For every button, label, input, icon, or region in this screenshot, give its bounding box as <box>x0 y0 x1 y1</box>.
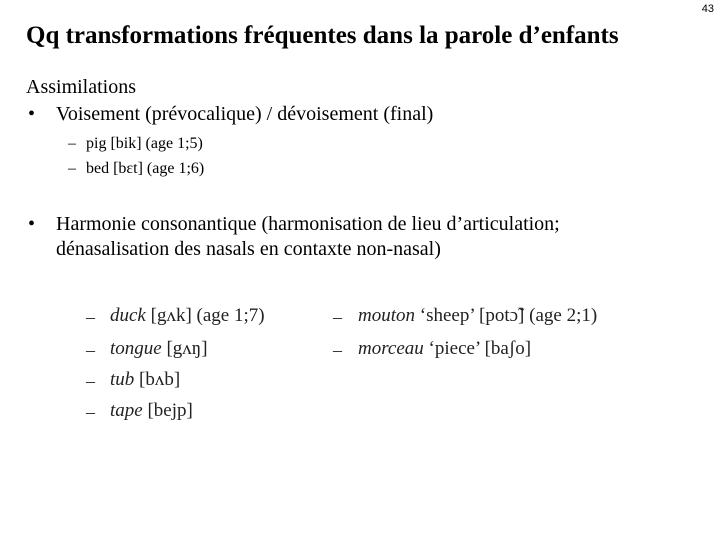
example-word: tongue <box>110 338 162 359</box>
example-transcription: [gʌŋ] <box>161 338 208 359</box>
bullet-voisement: Voisement (prévocalique) / dévoisement (final) <box>56 103 434 125</box>
example-tongue <box>110 338 208 360</box>
bullet-marker: • <box>28 103 36 125</box>
example-pig: pig [bik] (age 1;5) <box>86 135 203 152</box>
bullet-harmonie-line2: dénasalisation des nasals en contaxte non-nasal) <box>56 238 441 260</box>
dash-marker: – <box>333 340 342 360</box>
example-word: morceau <box>358 338 424 359</box>
dash-marker: – <box>333 307 342 327</box>
example-word: mouton <box>358 305 415 326</box>
example-bed: bed [bɛt] (age 1;6) <box>86 160 205 177</box>
dash-marker: – <box>86 371 95 391</box>
example-mouton <box>358 305 597 327</box>
slide-title: Qq transformations fréquentes dans la parole d’enfants <box>26 22 619 49</box>
example-word: tub <box>110 369 135 390</box>
slide-number: 43 <box>701 3 714 15</box>
dash-marker: – <box>86 307 95 327</box>
example-morceau <box>358 338 531 360</box>
example-transcription: [gʌk] (age 1;7) <box>145 305 265 326</box>
example-transcription: ‘piece’ [baʃo] <box>423 338 532 359</box>
dash-marker: – <box>68 135 76 152</box>
dash-marker: – <box>68 160 76 177</box>
example-word: duck <box>110 305 146 326</box>
example-tape <box>110 400 193 422</box>
example-transcription: [bejp] <box>142 400 193 421</box>
example-duck <box>110 305 265 327</box>
example-word: tape <box>110 400 143 421</box>
example-transcription: [bʌb] <box>134 369 181 390</box>
dash-marker: – <box>86 340 95 360</box>
section-heading-assimilations: Assimilations <box>26 76 137 98</box>
example-transcription: ‘sheep’ [potɔ̃] (age 2;1) <box>415 305 598 326</box>
dash-marker: – <box>86 402 95 422</box>
bullet-harmonie-line1: Harmonie consonantique (harmonisation de lieu d’articulation; <box>56 213 560 235</box>
example-tub <box>110 369 180 391</box>
bullet-marker: • <box>28 213 36 235</box>
